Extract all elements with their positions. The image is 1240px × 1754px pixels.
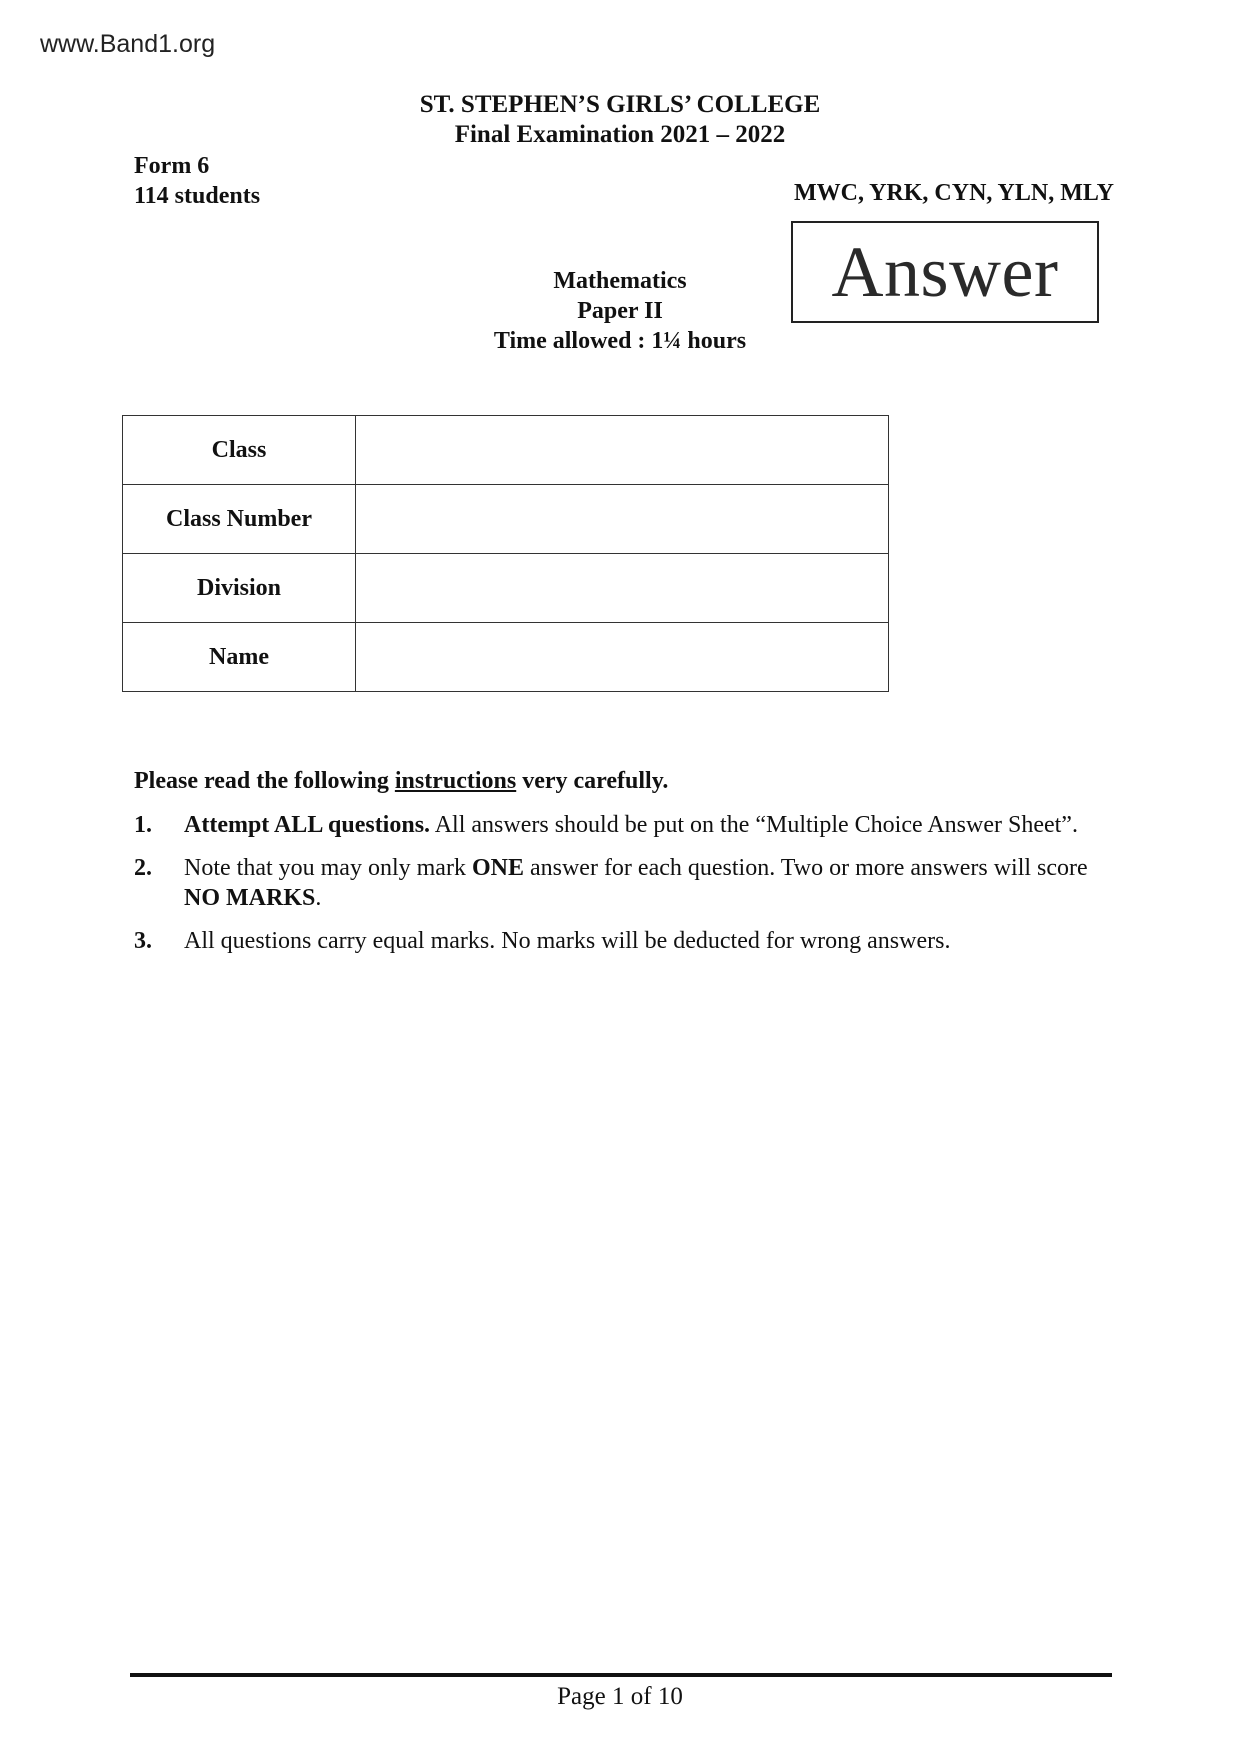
instruction-rest: All answers should be put on the “Multiple Choice Answer Sheet”. <box>430 812 1078 838</box>
instruction-item-1 <box>134 810 1114 840</box>
paper-number: Paper II <box>577 298 663 324</box>
instruction-text <box>184 810 1114 840</box>
page-number: Page 1 of 10 <box>557 1683 683 1710</box>
student-count: 114 students <box>134 183 261 209</box>
instructions-heading <box>134 768 668 795</box>
instruction-bold-2: NO MARKS <box>184 885 316 911</box>
school-name: ST. STEPHEN’S GIRLS’ COLLEGE <box>419 91 821 118</box>
class-number-field[interactable] <box>356 485 889 554</box>
division-label: Division <box>123 554 356 623</box>
form-level: Form 6 <box>134 153 210 179</box>
class-label: Class <box>123 416 356 485</box>
instruction-item-2 <box>134 853 1114 913</box>
instruction-number: 2. <box>134 855 152 881</box>
instruction-text: All questions carry equal marks. No marks will be deducted for wrong answers. <box>184 928 951 954</box>
division-field[interactable] <box>356 554 889 623</box>
answer-stamp: Answer <box>791 221 1099 323</box>
instruction-item-3 <box>134 926 1114 956</box>
instruction-bold: ONE <box>471 855 524 881</box>
teacher-initials: MWC, YRK, CYN, YLN, MLY <box>794 180 1114 206</box>
form-info <box>134 151 260 211</box>
exam-title: Final Examination 2021 – 2022 <box>454 121 786 148</box>
instruction-mid: answer for each question. Two or more answers will score <box>523 855 1088 881</box>
table-row <box>123 485 889 554</box>
footer-divider <box>130 1673 1112 1677</box>
instruction-text <box>184 853 1114 913</box>
table-row <box>123 554 889 623</box>
watermark-url: www.Band1.org <box>40 30 216 58</box>
name-field[interactable] <box>356 623 889 692</box>
heading-pre: Please read the following <box>134 768 395 794</box>
instruction-pre: Note that you may only mark <box>184 855 472 881</box>
instruction-number: 3. <box>134 928 152 954</box>
class-field[interactable] <box>356 416 889 485</box>
paper-info <box>430 266 810 356</box>
heading-post: very carefully. <box>516 768 669 794</box>
instruction-bold: Attempt ALL questions. <box>184 812 431 838</box>
student-info-table <box>122 415 889 692</box>
table-row <box>123 623 889 692</box>
table-row <box>123 416 889 485</box>
class-number-label: Class Number <box>123 485 356 554</box>
instruction-post: . <box>315 885 322 911</box>
subject: Mathematics <box>553 268 687 294</box>
heading-underlined: instructions <box>394 768 517 794</box>
name-label: Name <box>123 623 356 692</box>
time-allowed: Time allowed : 1¼ hours <box>493 328 747 354</box>
instruction-number: 1. <box>134 812 152 838</box>
